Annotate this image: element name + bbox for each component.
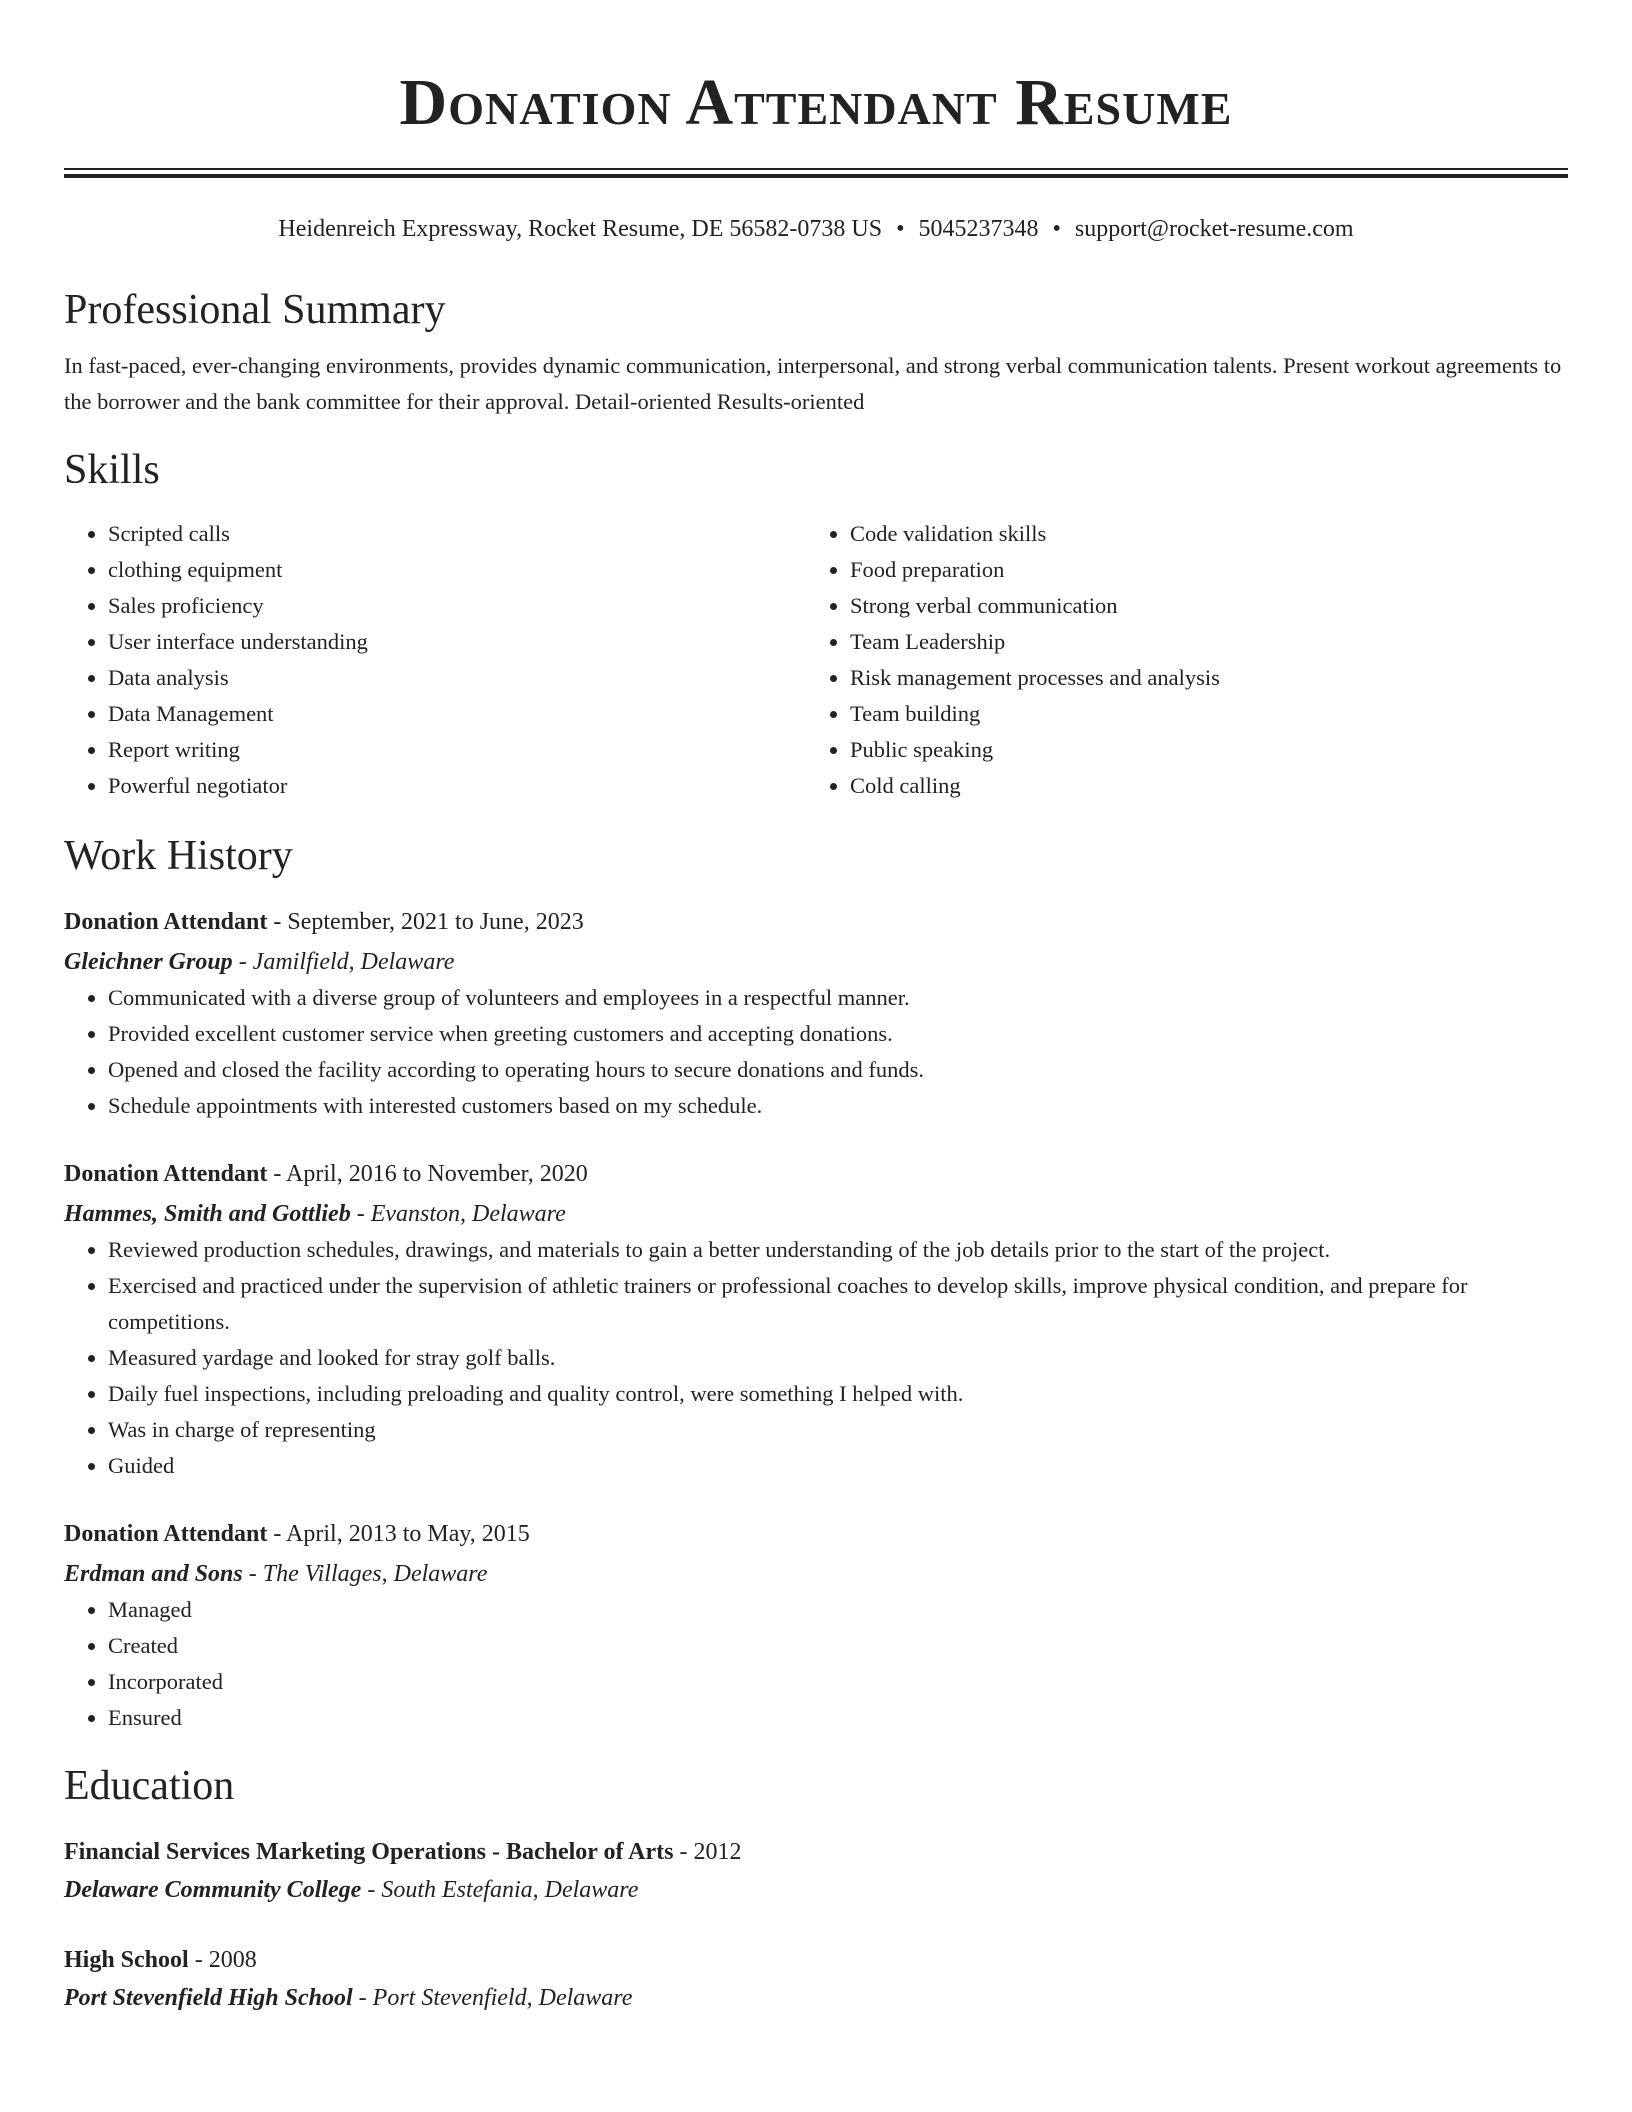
skill-item: • Strong verbal communication xyxy=(850,588,1548,624)
skill-item: • clothing equipment xyxy=(108,552,806,588)
work-history-heading: Work History xyxy=(64,833,293,879)
job-entry xyxy=(64,1156,1568,1484)
company-line xyxy=(64,1556,1568,1592)
job-title-line xyxy=(64,904,1568,940)
summary-text: In fast-paced, ever-changing environments, provides dynamic communication, interpersonal, and strong verbal communication talents. Present workout agreements to the borrower and the bank committee for their approval. Detail-oriented Results-oriented xyxy=(64,353,1562,414)
skill-item: • Public speaking xyxy=(850,732,1548,768)
job-dates: - April, 2016 to November, 2020 xyxy=(267,1161,588,1187)
contact-address: Heidenreich Expressway, Rocket Resume, DE 56582-0738 US xyxy=(278,216,883,242)
job-bullet: • Measured yardage and looked for stray golf balls. xyxy=(108,1340,1568,1376)
skills-heading: Skills xyxy=(64,447,160,493)
skills-left-list xyxy=(64,516,806,804)
education-heading: Education xyxy=(64,1763,235,1809)
skill-item: • Risk management processes and analysis xyxy=(850,660,1548,696)
job-bullet: • Communicated with a diverse group of volunteers and employees in a respectful manner. xyxy=(108,980,1568,1016)
job-bullet: • Incorporated xyxy=(108,1664,1568,1700)
job-bullet: • Schedule appointments with interested customers based on my schedule. xyxy=(108,1088,1568,1124)
job-dates: - April, 2013 to May, 2015 xyxy=(267,1521,530,1547)
job-bullet: • Exercised and practiced under the supervision of athletic trainers or professional coaches to develop skills, improve physical condition, and prepare for competitions. xyxy=(108,1268,1568,1340)
job-title-line xyxy=(64,1516,1568,1552)
contact-email: support@rocket-resume.com xyxy=(1074,216,1354,242)
education-degree: High School xyxy=(64,1947,189,1973)
company-line xyxy=(64,944,1568,980)
skill-item: • Team Leadership xyxy=(850,624,1548,660)
company-name: Gleichner Group xyxy=(64,949,233,975)
contact-separator: • xyxy=(896,216,905,242)
skill-item: • Cold calling xyxy=(850,768,1548,804)
job-bullet: • Daily fuel inspections, including preloading and quality control, were something I helped with. xyxy=(108,1376,1568,1412)
company-name: Hammes, Smith and Gottlieb xyxy=(64,1201,351,1227)
skill-item: • Team building xyxy=(850,696,1548,732)
skill-item: • Sales proficiency xyxy=(108,588,806,624)
contact-phone: 5045237348 xyxy=(918,216,1039,242)
contact-separator: • xyxy=(1052,216,1061,242)
job-bullet: • Managed xyxy=(108,1592,1568,1628)
job-bullets xyxy=(64,980,1568,1124)
job-bullet: • Reviewed production schedules, drawings, and materials to gain a better understanding of the job details prior to the start of the project. xyxy=(108,1232,1568,1268)
job-title: Donation Attendant xyxy=(64,909,268,935)
education-location: - South Estefania, Delaware xyxy=(361,1877,639,1903)
education-school: Delaware Community College xyxy=(64,1877,362,1903)
skill-item: • Report writing xyxy=(108,732,806,768)
education-school-line xyxy=(64,1980,1568,2016)
job-title: Donation Attendant xyxy=(64,1521,268,1547)
skill-item: • Code validation skills xyxy=(850,516,1548,552)
company-name: Erdman and Sons xyxy=(64,1561,243,1587)
education-school: Port Stevenfield High School xyxy=(64,1985,353,2011)
job-bullet: • Was in charge of representing xyxy=(108,1412,1568,1448)
summary-heading: Professional Summary xyxy=(64,287,446,333)
job-bullet: • Ensured xyxy=(108,1700,1568,1736)
education-location: - Port Stevenfield, Delaware xyxy=(352,1985,633,2011)
skill-item: • Scripted calls xyxy=(108,516,806,552)
skill-item: • User interface understanding xyxy=(108,624,806,660)
skill-item: • Data analysis xyxy=(108,660,806,696)
job-entry xyxy=(64,904,1568,1124)
job-bullets xyxy=(64,1232,1568,1484)
resume-title: Donation Attendant Resume xyxy=(399,66,1233,139)
job-bullet: • Provided excellent customer service when greeting customers and accepting donations. xyxy=(108,1016,1568,1052)
job-dates: - September, 2021 to June, 2023 xyxy=(267,909,584,935)
title-divider xyxy=(64,168,1568,178)
skill-item: • Food preparation xyxy=(850,552,1548,588)
education-degree: Financial Services Marketing Operations - Bachelor of Arts xyxy=(64,1839,674,1865)
job-entry xyxy=(64,1516,1568,1736)
education-year: - 2008 xyxy=(188,1947,257,1973)
education-degree-line xyxy=(64,1834,1568,1870)
contact-line xyxy=(64,214,1568,244)
education-school-line xyxy=(64,1872,1568,1908)
skills-right-list xyxy=(806,516,1548,804)
education-entry xyxy=(64,1834,1568,1908)
company-location: - Evanston, Delaware xyxy=(350,1201,566,1227)
job-bullets xyxy=(64,1592,1568,1736)
job-bullet: • Guided xyxy=(108,1448,1568,1484)
job-bullet: • Created xyxy=(108,1628,1568,1664)
skill-item: • Powerful negotiator xyxy=(108,768,806,804)
skills-columns xyxy=(64,516,1568,804)
company-location: - The Villages, Delaware xyxy=(242,1561,488,1587)
education-year: - 2012 xyxy=(673,1839,742,1865)
skill-item: • Data Management xyxy=(108,696,806,732)
company-location: - Jamilfield, Delaware xyxy=(232,949,455,975)
education-degree-line xyxy=(64,1942,1568,1978)
company-line xyxy=(64,1196,1568,1232)
education-entry xyxy=(64,1942,1568,2016)
job-title: Donation Attendant xyxy=(64,1161,268,1187)
job-title-line xyxy=(64,1156,1568,1192)
job-bullet: • Opened and closed the facility according to operating hours to secure donations and funds. xyxy=(108,1052,1568,1088)
